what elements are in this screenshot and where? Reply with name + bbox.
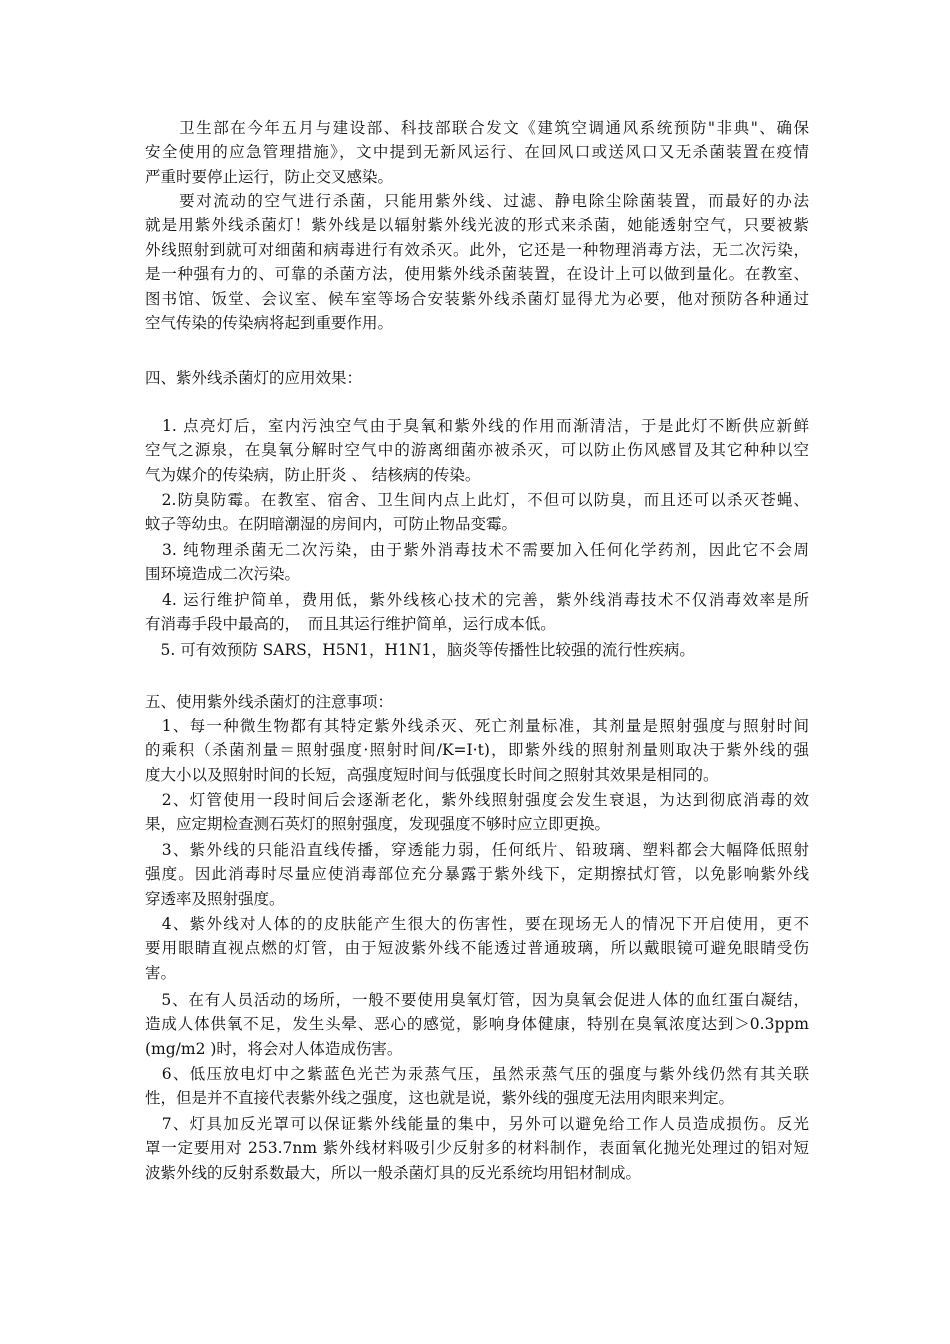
text-line: 造成人体供氧不足，发生头晕、恶心的感觉，影响身体健康，特别在臭氧浓度达到＞0.3ppm — [145, 1015, 809, 1034]
text-line: 强度。因此消毒时尽量应使消毒部位充分暴露于紫外线下，定期擦拭灯管，以免影响紫外线 — [145, 865, 809, 884]
text-line: 6、低压放电灯中之紫蓝色光芒为汞蒸气压，虽然汞蒸气压的强度与紫外线仍然有其关联 — [145, 1065, 809, 1083]
section-4-item-5 — [145, 638, 809, 662]
text-line: 果，应定期检查测石英灯的照射强度，发现强度不够时应立即更换。 — [145, 815, 611, 834]
section-5-item-3 — [145, 838, 809, 911]
text-line: 是一种强有力的、可靠的杀菌方法，使用紫外线杀菌装置，在设计上可以做到量化。在教室、 — [145, 265, 809, 284]
text-line: 空气传染的传染病将起到重要作用。 — [145, 314, 394, 333]
section-5-item-1 — [145, 714, 809, 787]
text-line: 气为媒介的传染病，防止肝炎 、 结核病的传染。 — [145, 465, 481, 484]
text-line: 2.防臭防霉。在教室、宿舍、卫生间内点上此灯，不但可以防臭，而且还可以杀灭苍蝇、 — [145, 491, 809, 509]
section-4-item-4 — [145, 588, 809, 637]
text-line: 要用眼睛直视点燃的灯管，由于短波紫外线不能透过普通玻璃，所以戴眼镜可避免眼睛受伤 — [145, 939, 809, 958]
text-line: 3. 纯物理杀菌无二次污染，由于紫外消毒技术不需要加入任何化学药剂，因此它不会周 — [145, 541, 809, 559]
text-line: 7、灯具加反光罩可以保证紫外线能量的集中，另外可以避免给工作人员造成损伤。反光 — [145, 1115, 809, 1133]
text-line: 有消毒手段中最高的， 而且其运行维护简单，运行成本低。 — [145, 615, 556, 634]
section-5-item-5 — [145, 988, 809, 1061]
text-line: 1. 点亮灯后，室内污浊空气由于臭氧和紫外线的作用而渐清洁，于是此灯不断供应新鲜 — [145, 417, 809, 435]
text-line: (mg/m2 )时，将会对人体造成伤害。 — [145, 1039, 403, 1058]
intro-paragraph-1 — [145, 116, 809, 189]
text-line: 要对流动的空气进行杀菌，只能用紫外线、过滤、静电除尘除菌装置，而最好的办法 — [145, 192, 809, 210]
text-line: 蚊子等幼虫。在阴暗潮湿的房间内，可防止物品变霉。 — [145, 515, 518, 534]
section-5-heading: 五、使用紫外线杀菌灯的注意事项： — [145, 693, 394, 711]
text-line: 图书馆、饭堂、会议室、候车室等场合安装紫外线杀菌灯显得尤为必要，他对预防各种通过 — [145, 289, 809, 308]
text-line: 围环境造成二次污染。 — [145, 565, 301, 584]
section-4-item-1 — [145, 414, 809, 487]
text-line: 性，但是并不直接代表紫外线之强度，这也就是说，紫外线的强度无法用肉眼来判定。 — [145, 1089, 735, 1108]
section-4-heading: 四、紫外线杀菌灯的应用效果： — [145, 369, 363, 387]
section-4-item-2 — [145, 488, 809, 537]
text-line: 空气之源泉，在臭氧分解时空气中的游离细菌亦被杀灭，可以防止伤风感冒及其它种种以空 — [145, 441, 809, 460]
text-line: 穿透率及照射强度。 — [145, 889, 285, 908]
section-4-item-3 — [145, 538, 809, 587]
text-line: 外线照射到就可对细菌和病毒进行有效杀灭。此外，它还是一种物理消毒方法，无二次污染， — [145, 240, 809, 259]
text-line: 度大小以及照射时间的长短，高强度短时间与低强度长时间之照射其效果是相同的。 — [145, 765, 719, 784]
text-line: 4、紫外线对人体的的皮肤能产生很大的伤害性，要在现场无人的情况下开启使用，更不 — [145, 915, 809, 933]
text-line: 罩一定要用对 253.7nm 紫外线材料吸引少反射多的材料制作，表面氧化抛光处理过的铝对短 — [145, 1139, 809, 1158]
text-line: 安全使用的应急管理措施》，文中提到无新风运行、在回风口或送风口又无杀菌装置在疫情 — [145, 143, 809, 162]
section-5-item-6 — [145, 1062, 809, 1111]
text-line: 严重时要停止运行，防止交叉感染。 — [145, 167, 394, 186]
intro-paragraph-2 — [145, 189, 809, 335]
text-line: 1、每一种微生物都有其特定紫外线杀灭、死亡剂量标准，其剂量是照射强度与照射时间 — [145, 717, 809, 735]
section-5-item-4 — [145, 912, 809, 985]
text-line: 2、灯管使用一段时间后会逐渐老化，紫外线照射强度会发生衰退，为达到彻底消毒的效 — [145, 791, 809, 809]
text-line: 卫生部在今年五月与建设部、科技部联合发文《建筑空调通风系统预防"非典"、确保 — [145, 119, 809, 137]
text-line: 波紫外线的反射系数最大，所以一般杀菌灯具的反光系统均用铝材制成。 — [145, 1163, 642, 1182]
text-line: 的乘积（杀菌剂量＝照射强度·照射时间/K=I·t)，即紫外线的照射剂量则取决于紫外线的强 — [145, 741, 809, 760]
text-line: 3、紫外线的只能沿直线传播，穿透能力弱，任何纸片、铅玻璃、塑料都会大幅降低照射 — [145, 841, 809, 859]
text-line: 害。 — [145, 963, 177, 982]
section-5-item-7 — [145, 1112, 809, 1185]
section-5-item-2 — [145, 788, 809, 837]
text-line: 5、在有人员活动的场所，一般不要使用臭氧灯管，因为臭氧会促进人体的血红蛋白凝结， — [145, 991, 809, 1009]
text-line: 4. 运行维护简单，费用低，紫外线核心技术的完善，紫外线消毒技术不仅消毒效率是所 — [145, 591, 809, 609]
text-line: 5. 可有效预防 SARS，H5N1，H1N1，脑炎等传播性比较强的流行性疾病。 — [145, 641, 695, 659]
text-line: 就是用紫外线杀菌灯！紫外线是以辐射紫外线光波的形式来杀菌，她能透射空气，只要被紫 — [145, 216, 809, 235]
